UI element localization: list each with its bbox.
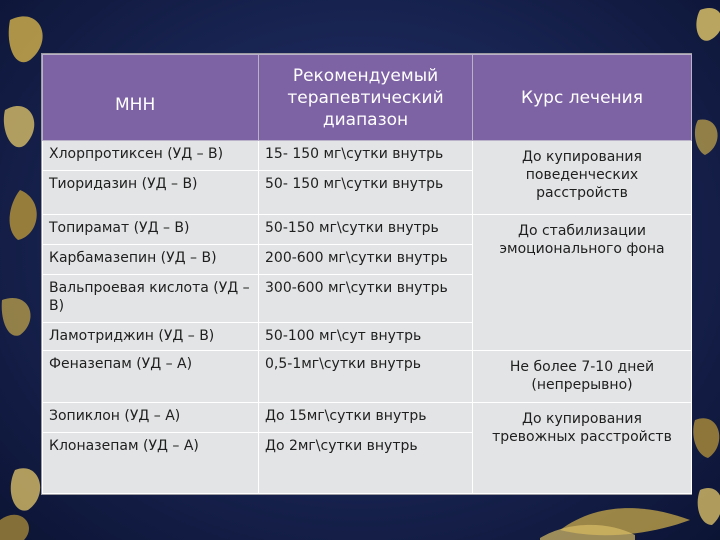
drug-name: Клоназепам (УД – А) — [43, 433, 259, 494]
decorative-leaves-bottom-icon — [540, 490, 700, 540]
header-range: Рекомендуемый терапевтический диапазон — [259, 55, 473, 141]
table-row — [43, 403, 692, 433]
drug-range: 300-600 мг\сутки внутрь — [259, 275, 473, 323]
drug-range: 0,5-1мг\сутки внутрь — [259, 351, 473, 403]
drug-range: 50-150 мг\сутки внутрь — [259, 215, 473, 245]
drug-name: Хлорпротиксен (УД – В) — [43, 141, 259, 171]
table-row — [43, 215, 692, 245]
course-behavior: До купирования поведенческих расстройств — [473, 141, 692, 215]
drug-name: Карбамазепин (УД – В) — [43, 245, 259, 275]
course-emotional: До стабилизации эмоционального фона — [473, 215, 692, 351]
decorative-leaves-right-icon — [690, 0, 720, 540]
drug-name: Топирамат (УД – В) — [43, 215, 259, 245]
drug-name: Зопиклон (УД – А) — [43, 403, 259, 433]
drug-table — [42, 54, 692, 494]
table-row — [43, 141, 692, 171]
header-mnn: МНН — [43, 55, 259, 141]
drug-name: Ламотриджин (УД – В) — [43, 323, 259, 351]
course-anxiety: До купирования тревожных расстройств — [473, 403, 692, 494]
drug-name: Тиоридазин (УД – В) — [43, 171, 259, 215]
header-course: Курс лечения — [473, 55, 692, 141]
course-continuous: Не более 7-10 дней (непрерывно) — [473, 351, 692, 403]
drug-range: До 15мг\сутки внутрь — [259, 403, 473, 433]
drug-name: Феназепам (УД – А) — [43, 351, 259, 403]
drug-range: До 2мг\сутки внутрь — [259, 433, 473, 494]
drug-range: 200-600 мг\сутки внутрь — [259, 245, 473, 275]
drug-range: 15- 150 мг\сутки внутрь — [259, 141, 473, 171]
table-header-row — [43, 55, 692, 141]
table-row — [43, 351, 692, 403]
drug-name: Вальпроевая кислота (УД – В) — [43, 275, 259, 323]
drug-range: 50- 150 мг\сутки внутрь — [259, 171, 473, 215]
drug-table-container — [42, 54, 691, 494]
drug-range: 50-100 мг\сут внутрь — [259, 323, 473, 351]
